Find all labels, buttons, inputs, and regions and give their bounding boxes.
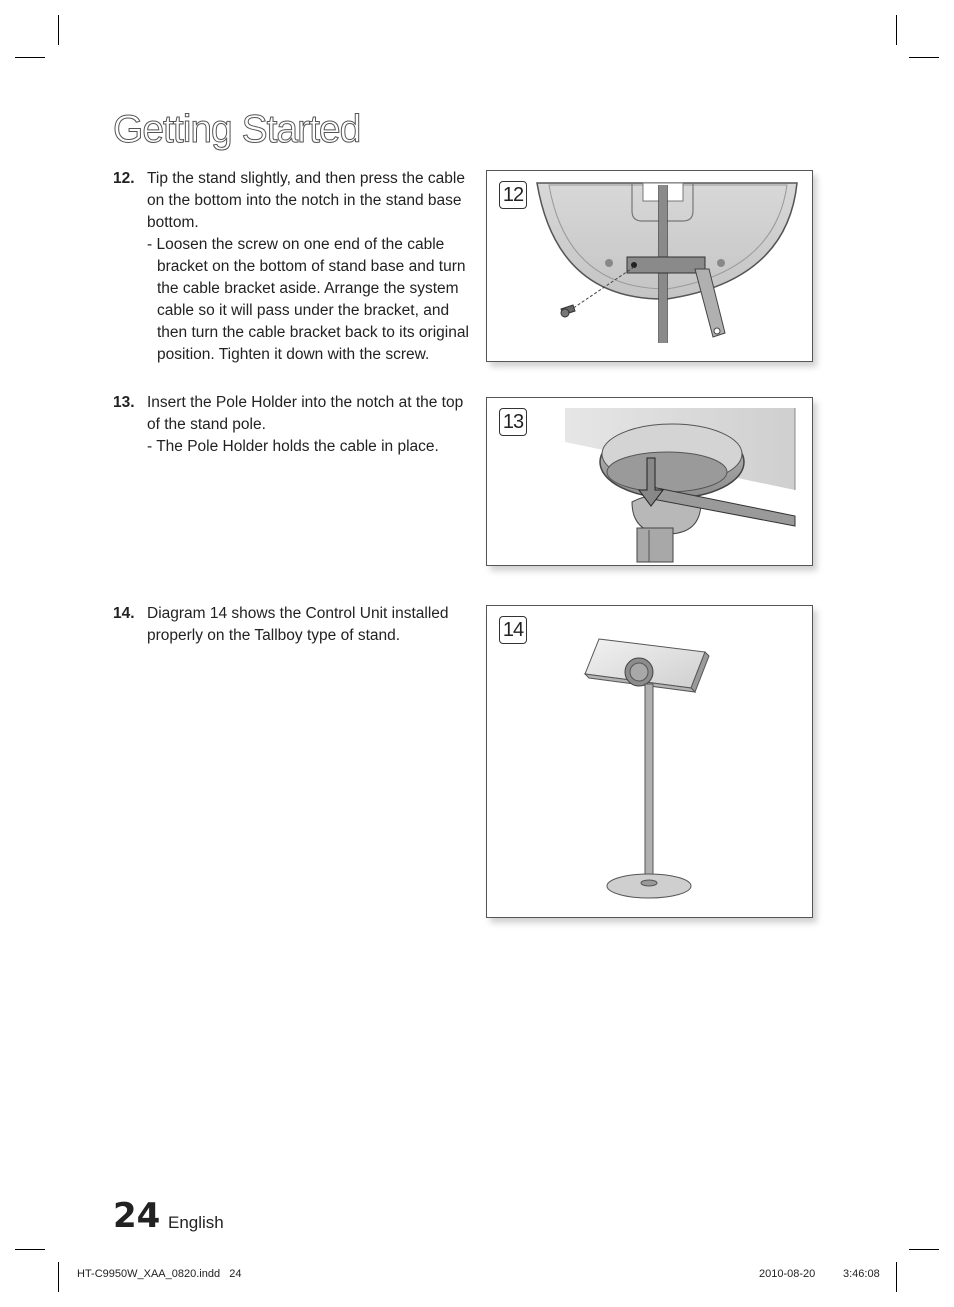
crop-mark [896, 1262, 897, 1292]
page-title: Getting Started [113, 108, 361, 151]
footer-filename: HT-C9950W_XAA_0820.indd 24 [77, 1268, 242, 1280]
page-number: 24 [113, 1196, 161, 1236]
crop-mark [896, 15, 897, 45]
crop-mark [15, 1249, 45, 1250]
tallboy-stand-illustration [487, 606, 812, 917]
step-subnote: - The Pole Holder holds the cable in place. [147, 438, 439, 455]
crop-mark [15, 57, 45, 58]
step-subnote: - Loosen the screw on one end of the cable bracket on the bottom of stand base and turn the cable bracket aside. Arrange the system cable so it will pass under the bracket, and then turn the cable bracket back to its original position. Tighten it down with the screw. [147, 236, 469, 363]
figure-label: 13 [499, 408, 527, 436]
crop-mark [58, 15, 59, 45]
step-number: 12. [113, 170, 135, 187]
figure-13 [486, 397, 813, 566]
figure-12 [486, 170, 813, 362]
step-14 [113, 603, 473, 647]
step-text: Diagram 14 shows the Control Unit installed properly on the Tallboy type of stand. [147, 605, 449, 644]
footer-time: 3:46:08 [843, 1268, 880, 1280]
pole-holder-illustration [487, 398, 812, 565]
stand-base-bottom-illustration [487, 171, 812, 361]
figure-14 [486, 605, 813, 918]
figure-label: 14 [499, 616, 527, 644]
crop-mark [58, 1262, 59, 1292]
crop-mark [909, 1249, 939, 1250]
footer-date: 2010-08-20 [759, 1268, 816, 1280]
step-text: Insert the Pole Holder into the notch at the top of the stand pole. [147, 394, 464, 433]
step-12 [113, 168, 473, 366]
step-13 [113, 392, 473, 458]
page-language: English [168, 1213, 224, 1232]
step-number: 13. [113, 394, 135, 411]
figure-label: 12 [499, 181, 527, 209]
step-number: 14. [113, 605, 135, 622]
step-text: Tip the stand slightly, and then press the cable on the bottom into the notch in the stand base bottom. [147, 170, 465, 231]
crop-mark [909, 57, 939, 58]
